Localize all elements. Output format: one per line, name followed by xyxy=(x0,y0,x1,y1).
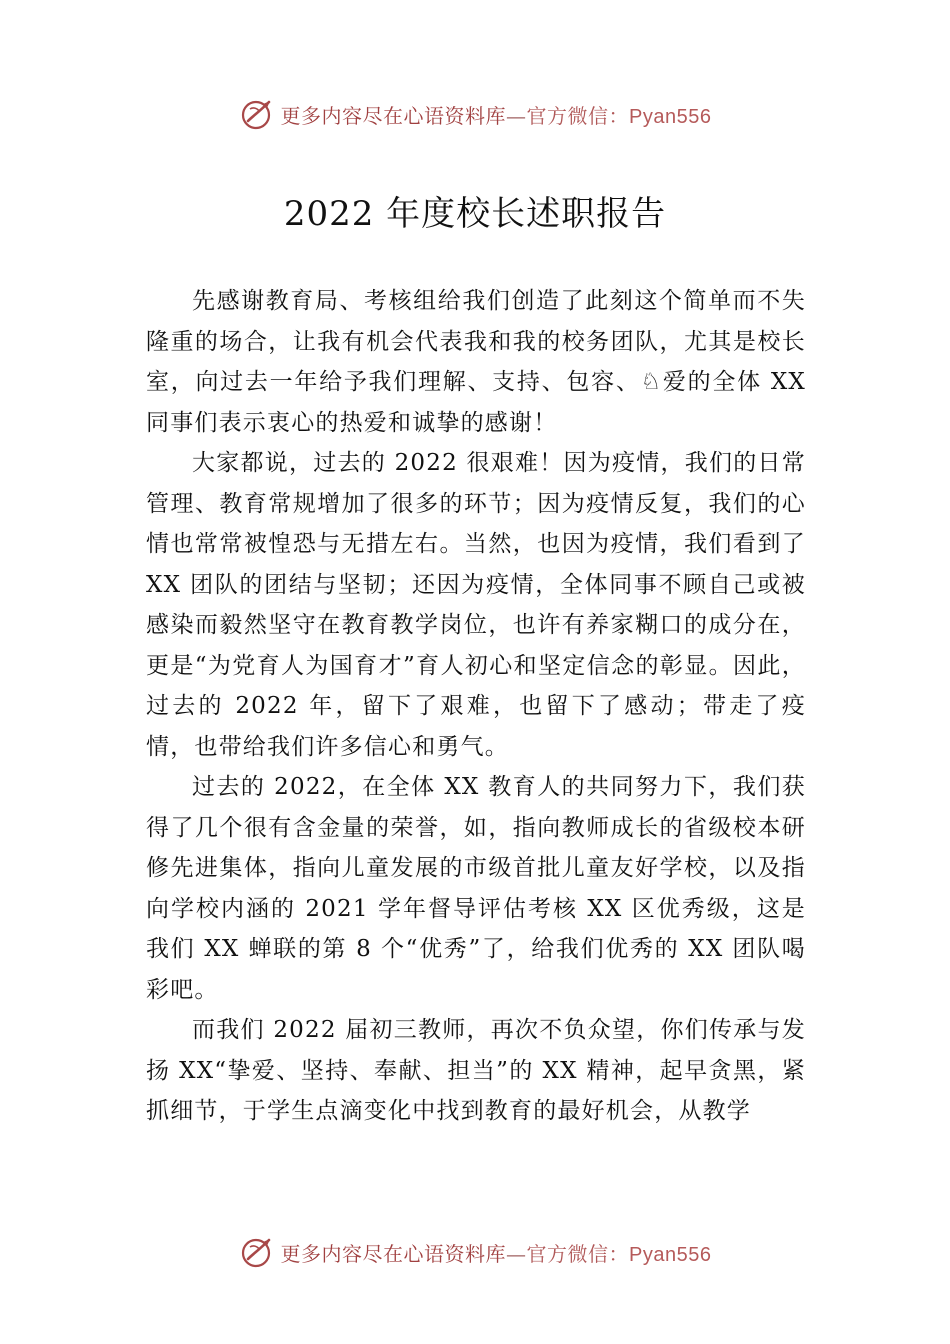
watermark-brand: 更多内容尽在心语资料库 xyxy=(280,103,507,128)
watermark-header xyxy=(0,96,950,132)
watermark-wechat-id: Pyan556 xyxy=(629,1243,712,1266)
body-paragraph: 大家都说，过去的 2022 很艰难！因为疫情，我们的日常管理、教育常规增加了很多的环节；因为疫情反复，我们的心情也常常被惶恐与无措左右。当然，也因为疫情，我们看到了 XX 团队的团结与坚韧；还因为疫情，全体同事不顾自己或被感染而毅然坚守在教育教学岗位，也许有养家糊口的成分在，更是“为党育人为国育才”育人初心和坚定信念的彰显。因此，过去的 2022 年，留下了艰难，也留下了感动；带走了疫情，也带给我们许多信心和勇气。 xyxy=(146,450,806,760)
watermark-footer xyxy=(0,1234,950,1270)
watermark-official-label: 官方微信： xyxy=(526,1241,630,1266)
watermark-wechat-id: Pyan556 xyxy=(629,105,712,128)
document-title: 2022 年度校长述职报告 xyxy=(283,194,667,234)
watermark-dash: — xyxy=(506,1241,527,1266)
watermark-dash: — xyxy=(506,103,527,128)
body-paragraph: 先感谢教育局、考核组给我们创造了此刻这个简单而不失隆重的场合，让我有机会代表我和我的校务团队，尤其是校长室，向过去一年给予我们理解、支持、包容、♘爱的全体 XX 同事们表示衷心的热爱和诚挚的感谢！ xyxy=(146,288,806,436)
watermark-brand: 更多内容尽在心语资料库 xyxy=(280,1241,507,1266)
document-body xyxy=(146,281,806,1132)
watermark-official-label: 官方微信： xyxy=(526,103,630,128)
watermark-text xyxy=(281,100,712,129)
watermark-text xyxy=(281,1238,712,1267)
body-paragraph: 而我们 2022 届初三教师，再次不负众望，你们传承与发扬 XX“挚爱、坚持、奉献、担当”的 XX 精神，起早贪黑，紧抓细节，于学生点滴变化中找到教育的最好机会，从教学 xyxy=(146,1017,806,1124)
pen-seal-logo-icon xyxy=(239,1234,275,1270)
pen-seal-logo-icon xyxy=(239,96,275,132)
body-paragraph: 过去的 2022，在全体 XX 教育人的共同努力下，我们获得了几个很有含金量的荣誉，如，指向教师成长的省级校本研修先进集体，指向儿童发展的市级首批儿童友好学校，以及指向学校内涵的 2021 学年督导评估考核 XX 区优秀级，这是我们 XX 蝉联的第 8 个“优秀”了，给我们优秀的 XX 团队喝彩吧。 xyxy=(146,774,806,1003)
